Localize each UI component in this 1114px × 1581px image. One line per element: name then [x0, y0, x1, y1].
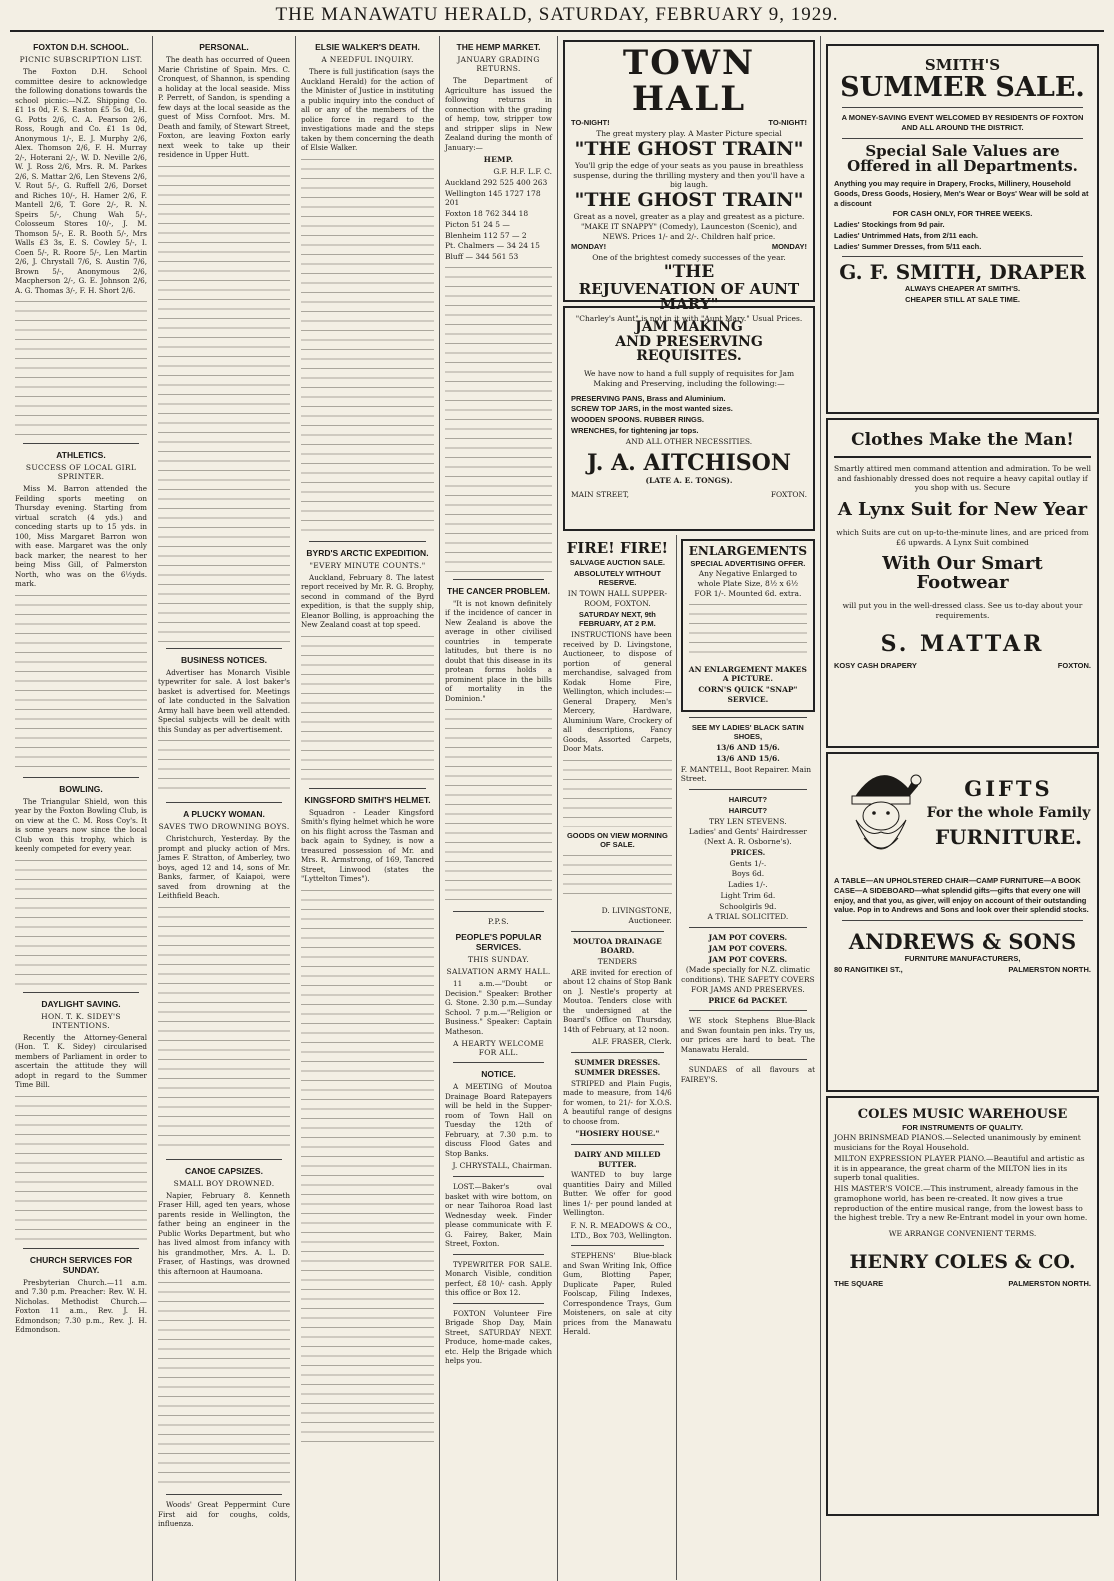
- ad-corn: CORN'S QUICK "SNAP" SERVICE.: [698, 685, 798, 704]
- divider: [453, 911, 544, 912]
- ad-title: Clothes Make the Man!: [834, 432, 1091, 458]
- ad-terms: WE ARRANGE CONVENIENT TERMS.: [888, 1229, 1037, 1239]
- ad-square: THE SQUARE: [834, 1278, 884, 1288]
- ad-film-title: "THE: [663, 261, 715, 282]
- article-text: Auckland, February 8. The latest report received by Mr. R. G. Brophy, second in command of the Byrd expedition, is that the supply ship, Eleanor Bolling, is approaching the New Zealand coast at top speed.: [301, 572, 434, 629]
- ad-text: Anything you may require in Drapery, Frocks, Millinery, Household Goods, Dress Goods, Hosiery, Men's Wear or Boys' Wear will be sold at a discount: [834, 179, 1089, 208]
- divider: [453, 579, 544, 580]
- ad-title: TOWN HALL: [622, 43, 756, 119]
- article-sub: PICNIC SUBSCRIPTION LIST.: [19, 55, 143, 64]
- haircut-text: Ladies' and Gents' Hairdresser (Next A. R. Osborne's).: [688, 827, 807, 847]
- satin-title: SEE MY LADIES' BLACK SATIN SHOES,: [691, 722, 804, 742]
- article-sub: SUCCESS OF LOCAL GIRL SPRINTER.: [25, 463, 137, 481]
- divider: [166, 1494, 282, 1495]
- jam-items: [571, 394, 807, 436]
- summer-name: "HOSIERY HOUSE.": [575, 1129, 660, 1138]
- list-item: Ladies' Stockings from 9d pair.: [834, 220, 945, 230]
- column-1: [10, 36, 153, 1581]
- andrews-advert: [826, 752, 1099, 1092]
- article-text: Napier, February 8. Kenneth Fraser Hill, aged ten years, whose parents reside in Wellington, the father being an engineer in the Public Works Department, but who has lived almost from infancy with his grandmother, Mrs. A. L. D. Fraser, of Hastings, was drowned this afternoon at Haumoana.: [158, 1190, 290, 1276]
- divider: [571, 1144, 664, 1145]
- divider: [689, 1010, 807, 1011]
- fire-title: FIRE! FIRE!: [566, 539, 669, 557]
- ad-merchant-name: HENRY COLES & CO.: [849, 1250, 1076, 1273]
- sundaes-advert: SUNDAES of all flavours at FAIREY'S.: [680, 1065, 815, 1084]
- article-text: Recently the Attorney-General (Hon. T. K. Sidey) circularised members of Parliament in order to ascertain the attitude they will adopt in regard to the Summer Time Bill.: [15, 1032, 147, 1089]
- table-columns: G.F. H.F. L.F. C.: [493, 167, 552, 176]
- article-head: BYRD'S ARCTIC EXPEDITION.: [306, 547, 429, 558]
- divider: [453, 1176, 544, 1177]
- ad-blurb: You'll grip the edge of your seats as you pause in breathless suspense, during the thrilling mystery and then you'll have a big laugh.: [573, 160, 805, 190]
- ad-tonight-left: TO-NIGHT!: [571, 118, 610, 128]
- article-text: Presbyterian Church.—11 a.m. and 7.30 p.m. Preacher: Rev. W. H. Nicholas. Methodist Church.—Foxton 11 a.m., Rev. J. H. Edmondson; 7.30 p.m., Rev. J. H. Edmondson.: [15, 1277, 147, 1334]
- ad-sub: FURNITURE MANUFACTURERS,: [904, 954, 1021, 964]
- table-row: Picton 51 24 5 —: [445, 219, 510, 229]
- article-text: "It is not known definitely if the incidence of cancer in New Zealand is above the average in other civilised countries in temperate latitudes, but there is no doubt that this disease in its protean forms holds a prominent place in the bills of mortality in the Dominion.": [445, 598, 552, 703]
- article-text-continued: [301, 633, 434, 783]
- smith-items: [834, 220, 1091, 251]
- masthead: THE MANAWATU HERALD, SATURDAY, FEBRUARY 9, 1929.: [10, 0, 1104, 32]
- article-text: Squadron - Leader Kingsford Smith's flying helmet which he wore on his flight across the Tasman and back again to Sydney, is now a treasured possession of Mr. and Mrs. R. Armstrong, of 169, Tancred Street, Linwood (states the "Lyttelton Times").: [301, 807, 434, 883]
- list-item: Ladies' Summer Dresses, from 5/11 each.: [834, 241, 982, 251]
- haircut-prices: [681, 859, 815, 912]
- article-text-continued: [15, 1093, 147, 1243]
- ad-film-title: REJUVENATION OF AUNT MARY": [578, 279, 800, 314]
- summer-text: STRIPED and Plain Fugis, made to measure, from 14/6 for women, to 21/- for X.O.S. A beautiful range of designs to choose from.: [563, 1078, 672, 1126]
- ad-monday-left: MONDAY!: [571, 242, 607, 252]
- santa-illustration: [834, 758, 926, 868]
- ad-cash: FOR CASH ONLY, FOR THREE WEEKS.: [892, 209, 1033, 219]
- article-text-continued: [445, 264, 552, 574]
- list-item: Ladies 1/-.: [728, 880, 768, 890]
- divider: [842, 920, 1083, 921]
- ad-intro: We have now to hand a full supply of requisites for Jam Making and Preserving, including the following:—: [583, 369, 795, 388]
- ad-town: FOXTON.: [770, 490, 807, 500]
- article-head: NOTICE.: [481, 1069, 516, 1080]
- classified-lost: LOST.—Baker's oval basket with wire bottom, on or near Taihoroa Road last Wednesday week. Finder please communicate with F. G. Fairey, Baker, Main Street, Foxton.: [445, 1182, 552, 1248]
- satin-price: 13/6 AND 15/6.: [715, 743, 780, 753]
- article-sub: THIS SUNDAY.: [467, 955, 530, 965]
- article-head: A PLUCKY WOMAN.: [183, 809, 265, 819]
- fire-where: IN TOWN HALL SUPPER-ROOM, FOXTON.: [567, 589, 667, 608]
- divider: [309, 788, 426, 789]
- divider: [309, 541, 426, 542]
- divider: [453, 1303, 544, 1304]
- butter-head: DAIRY AND MILLED BUTTER.: [574, 1149, 661, 1169]
- ad-furniture: FURNITURE.: [934, 824, 1083, 849]
- classified-typewriter: TYPEWRITER FOR SALE. Monarch Visible, condition perfect, £8 10/- cash. Apply this office or Box 12.: [445, 1259, 552, 1297]
- list-item: Gents 1/-.: [729, 858, 767, 868]
- article-text-continued: [158, 1279, 290, 1489]
- column-4: [440, 36, 558, 1581]
- ad-kosy: KOSY CASH DRAPERY: [834, 660, 917, 670]
- ad-intro: The great mystery play. A Master Picture special: [596, 129, 782, 139]
- divider: [571, 1052, 664, 1053]
- ad-monday-right: MONDAY!: [771, 242, 807, 252]
- table-row: Wellington 145 1727 178 201: [445, 188, 541, 208]
- ad-addr: 80 RANGITIKEI ST.,: [834, 964, 903, 974]
- ad-title: COLES MUSIC WAREHOUSE: [857, 1107, 1068, 1122]
- ad-text-continued: [689, 601, 807, 661]
- covers-text: (Made specially for N.Z. climatic conditions). THE SAFETY COVERS FOR JAMS AND PRESERVES.: [681, 965, 815, 994]
- mattar-advert: [826, 418, 1099, 748]
- hemp-table: [445, 178, 552, 262]
- divider: [842, 256, 1083, 257]
- list-item: Light Trim 6d.: [720, 890, 776, 900]
- fire-goods: GOODS ON VIEW MORNING OF SALE.: [566, 830, 668, 850]
- stephens-advert: STEPHENS' Blue-black and Swan Writing Ink, Office Gum, Blotting Paper, Duplicate Paper, Ruled Foolscap, Filing Indexes, Correspondence Trays, Gum Moisteners, on sale at city prices from the Manawatu Herald.: [563, 1251, 672, 1337]
- ad-text: A TABLE—AN UPHOLSTERED CHAIR—CAMP FURNITURE—A BOOK CASE—A SIDEBOARD—what splendid gifts—gifts that every one will enjoy, and that you, as giver, will enjoy on account of their outstanding value. Pop in to Andrews and Sons and look over their splendid stocks.: [834, 876, 1089, 915]
- article-text-continued: [445, 706, 552, 906]
- article-sub: JANUARY GRADING RETURNS.: [457, 55, 540, 73]
- fire-sub: SALVAGE AUCTION SALE.: [569, 557, 666, 567]
- ad-text: Smartly attired men command attention and admiration. To be well and fashionably dressed does not require a heavy capital outlay if you shop with us. Secure: [834, 463, 1091, 493]
- divider: [23, 992, 139, 993]
- divider: [689, 1059, 807, 1060]
- coles-items: [834, 1133, 1091, 1223]
- table-row: Bluff — 344 561 53: [445, 252, 519, 261]
- divider: [453, 1062, 544, 1063]
- fire-sub: ABSOLUTELY WITHOUT RESERVE.: [573, 568, 661, 588]
- article-sub: A HEARTY WELCOME FOR ALL.: [452, 1039, 545, 1058]
- list-item: HIS MASTER'S VOICE.—This instrument, already famous in the gramophone world, has been re-created. It now gives a true reproduction of the entire musical range, from the lowest bass to the highest treble. Try a new Re-Entrant model in your own home.: [834, 1184, 1088, 1223]
- ad-text: will put you in the well-dressed class. See us to-day about your requirements.: [842, 601, 1083, 621]
- ad-monday-text: One of the brightest comedy successes of the year.: [592, 253, 786, 262]
- swan-advert: WE stock Stephens Blue-Black and Swan fountain pen inks. Try us, our prices are hard to beat. The Manawatu Herald.: [680, 1016, 815, 1054]
- divider: [571, 1245, 664, 1246]
- divider: [23, 777, 139, 778]
- moutoa-text: ARE invited for erection of about 12 chains of Stop Bank on J. Nestle's property at Moutoa. Tenders close with the undersigned at the Board's Office on Thursday, 14th of February, at 12 noon.: [563, 967, 672, 1034]
- ad-footwear: With Our Smart Footwear: [882, 553, 1043, 594]
- ad-text: Any Negative Enlarged to whole Plate Size, 8½ x 6½ FOR 1/-. Mounted 6d. extra.: [694, 569, 802, 598]
- smith-sale-advert: [826, 44, 1099, 414]
- summer-head: SUMMER DRESSES. SUMMER DRESSES.: [574, 1058, 661, 1077]
- ad-always: ALWAYS CHEAPER AT SMITH'S.: [904, 284, 1021, 294]
- article-text: The Foxton D.H. School committee desire to acknowledge the following donations towards the school picnic:—N.Z. Shipping Co. £1 1s 0d, F. S. Easton £5 5s 0d, H. G. Potts 2/6, C. A. Pearson 2/6, Ross, Rough and Co. £1 1s 0d, Anonymous 1/-, E. J. Murphy 2/6, Alex. Thomson 2/6, F. H. Murray 2/-, Hoterani 2/-, W. D. Neville 2/6, W. J. Ross 2/6, Mrs. R. M. Parkes 2/6, S. Mattar 2/6, Len Stevens 2/6, V. Rout 5/-, G. Ruffell 2/6, Dorset and Riches 10/-, H. Hamer 2/6, F. Mantell 2/6, T. Gore 2/-, R. N. Speirs 5/-, Chung Wah 5/-, Colosseum Stores 10/-, J. M. Thomson 5/-, E. R. Booth 5/-, Mrs Walls £3 3s, E. S. Cowley 5/-, I. Coen 5/-, R. Roore 5/-, Len Martin 2/6, J. Chrystall 7/6, S. Austin 7/6, Brown 5/-, Anonymous 2/6, Macpherson 2/-, G. E. Johnson 2/6, A. G. Thomas 3/-, F. H. Short 2/6.: [15, 67, 147, 295]
- ad-still: CHEAPER STILL AT SALE TIME.: [905, 295, 1020, 305]
- list-item: SCREW TOP JARS, in the most wanted sizes.: [571, 404, 733, 414]
- article-text-continued: [301, 156, 434, 536]
- ad-sub: A MONEY-SAVING EVENT WELCOMED BY RESIDENTS OF FOXTON AND ALL AROUND THE DISTRICT.: [841, 113, 1084, 132]
- article-text: The Department of Agriculture has issued the following returns in connection with the grading of hemp, tow, stripper tow and stripper slips in New Zealand during the month of January:—: [445, 76, 552, 152]
- haircut-prices-head: PRICES.: [730, 847, 766, 857]
- fire-text: INSTRUCTIONS have been received by D. Livingstone, Auctioneer, to dispose of portion of general merchandise, salvaged from Kodak Home Fire, Wellington, which includes:—General Drapery, Men's Mercery, Hardware, Aluminium Ware, Crockery of all descriptions, Fancy Goods, Assorted Carpets, Door Mats.: [563, 630, 672, 753]
- article-text: Advertiser has Monarch Visible typewriter for sale. A lost baker's basket is advertised for. Meetings of late conducted in the Salvation Army hall have been well attended. Special subjects will be dealt with this Sunday as per advertisement.: [158, 667, 290, 734]
- haircut-title: HAIRCUT?: [728, 805, 768, 815]
- ad-special: Special Sale Values are Offered in all Departments.: [847, 141, 1078, 176]
- ad-film-title: "THE GHOST TRAIN": [574, 189, 804, 212]
- signature: J. CHRYSTALL, Chairman.: [452, 1161, 552, 1171]
- article-head: THE CANCER PROBLEM.: [447, 585, 550, 596]
- article-sub: HON. T. K. SIDEY'S INTENTIONS.: [41, 1011, 121, 1030]
- divider: [166, 802, 282, 803]
- column-2: [153, 36, 296, 1581]
- divider: [689, 717, 807, 718]
- article-head: ELSIE WALKER'S DEATH.: [315, 42, 420, 52]
- article-head: PEOPLE'S POPULAR SERVICES.: [455, 932, 542, 953]
- columns: [10, 36, 1104, 1581]
- jam-making-advert: [563, 306, 815, 531]
- coles-advert: [826, 1096, 1099, 1516]
- ad-title: JAM MAKING: [635, 319, 743, 335]
- list-item: JOHN BRINSMEAD PIANOS.—Selected unanimously by eminent musicians for the Royal Household.: [834, 1133, 1081, 1153]
- covers-price: PRICE 6d PACKET.: [708, 995, 788, 1005]
- article-text: 11 a.m.—"Doubt or Decision." Speaker: Brother G. Stone. 2.30 p.m.—Sunday School. 7 p.m.—"Religion or Business." Speaker: Captain Matheson.: [445, 979, 552, 1036]
- ad-name: SMITH'S: [924, 56, 1001, 74]
- article-text: Christchurch, Yesterday. By the prompt and plucky action of Mrs. James F. Stratton, of Amberley, two boys, aged 12 and 14, sons of Mr. Banks, farmer, of Kaiapoi, were saved from drowning at the Leithfield Beach.: [158, 834, 290, 900]
- ad-text: which Suits are cut on up-to-the-minute lines, and are priced from £6 upwards. A Lynx Suit combined: [836, 527, 1089, 547]
- ad-merchant-name: ANDREWS & SONS: [848, 929, 1077, 954]
- divider: [689, 927, 807, 928]
- divider: [571, 931, 664, 932]
- article-text-continued: [158, 163, 290, 643]
- moutoa-sign: ALF. FRASER, Clerk.: [592, 1037, 672, 1047]
- ad-sub: SPECIAL ADVERTISING OFFER.: [690, 558, 806, 568]
- fire-text-continued: [563, 757, 672, 827]
- divider: [23, 443, 139, 444]
- moutoa-head: MOUTOA DRAINAGE BOARD.: [572, 936, 662, 956]
- ad-title: ENLARGEMENTS: [688, 544, 807, 558]
- article-sub: A NEEDFUL INQUIRY.: [321, 55, 414, 64]
- ad-family: For the whole Family: [926, 805, 1091, 822]
- table-row: Auckland 292 525 400 263: [445, 177, 548, 187]
- fire-sign: D. LIVINGSTONE, Auctioneer.: [601, 906, 672, 925]
- article-text: Miss M. Barron attended the Feilding sports meeting on Thursday evening. Starting from virtual scratch (4 yds.) and conceding starts up to 15 yds. in 100, Miss Margaret Barron won with ease. Margaret was the only back marker, the nearest to her being Miss Gill, of Palmerston North, who was on the 6½yds. mark.: [15, 484, 147, 588]
- divider: [453, 1254, 544, 1255]
- ad-tonight-right: TO-NIGHT!: [768, 118, 807, 128]
- article-text: There is full justification (says the Auckland Herald) for the action of the Minister of Justice in instituting a public inquiry into the conduct of all or any of the members of the police force in regard to the investigations made and the steps taken by them concerning the death of Elsie Walker.: [301, 67, 434, 152]
- divider: [166, 1159, 282, 1160]
- column-3: [296, 36, 440, 1581]
- column-6: [821, 36, 1104, 1581]
- satin-price: 13/6 AND 15/6.: [715, 753, 780, 763]
- ad-title: AND PRESERVING REQUISITES.: [615, 333, 763, 365]
- article-sub: SALVATION ARMY HALL.: [446, 967, 551, 977]
- butter-sign: F. N. R. MEADOWS & CO., LTD., Box 703, Wellington.: [570, 1220, 672, 1240]
- table-head: HEMP.: [483, 155, 514, 164]
- article-text-continued: [158, 904, 290, 1154]
- article-head: THE HEMP MARKET.: [456, 42, 541, 52]
- article-head: PERSONAL.: [199, 42, 249, 52]
- list-item: Schoolgirls 9d.: [719, 901, 777, 911]
- ad-more: AND ALL OTHER NECESSITIES.: [625, 436, 753, 446]
- ad-blurb: Great as a novel, greater as a play and greatest as a picture. "MAKE IT SNAPPY" (Comedy), Launceston (Scenic), and NEWS. Prices 1/- and 2/-. Children half price.: [573, 212, 805, 241]
- covers-title: JAM POT COVERS.: [708, 943, 788, 953]
- article-text-continued: [158, 737, 290, 797]
- list-item: Boys 6d.: [731, 869, 765, 879]
- article-sub: SAVES TWO DROWNING BOYS.: [158, 822, 290, 831]
- article-head: CANOE CAPSIZES.: [185, 1165, 263, 1176]
- article-text: The death has occurred of Queen Marie Christine of Spain. Mrs. C. Cronquest, of Shannon, is spending a holiday at the local seaside. Miss P. Perrett, of Sandon, is spending a few days at the local seaside as the guest of Miss Cornfoot. Mrs. M. Death and family, of Stewart Street, Foxton, are leaving Foxton early next week to take up their residence in Upper Hutt.: [158, 55, 290, 159]
- divider: [842, 107, 1083, 108]
- ad-town: PALMERSTON NORTH.: [1008, 1278, 1091, 1288]
- article-text-continued: [15, 857, 147, 987]
- butter-text: WANTED to buy large quantities Dairy and Milled Butter. We offer for good lines 1/- per pound landed at Wellington.: [563, 1170, 672, 1218]
- article-head: ATHLETICS.: [56, 450, 106, 460]
- article-head: DAYLIGHT SAVING.: [41, 998, 121, 1009]
- advert-text: Woods' Great Peppermint Cure First aid for coughs, colds, influenza.: [158, 1500, 290, 1528]
- article-head: KINGSFORD SMITH'S HELMET.: [304, 794, 431, 805]
- divider: [166, 648, 282, 649]
- ad-sub: FOR INSTRUMENTS OF QUALITY.: [902, 1122, 1023, 1132]
- article-text: The Triangular Shield, won this year by the Foxton Bowling Club, is on view at the C. M. Ross Coy's. It is some years now since the local Club won this trophy, which is keenly competed for every year.: [15, 796, 147, 853]
- article-sub: SMALL BOY DROWNED.: [173, 1178, 275, 1188]
- table-row: Foxton 18 762 344 18: [445, 209, 529, 218]
- covers-title: JAM POT COVERS.: [708, 954, 788, 964]
- article-head: BOWLING.: [59, 783, 103, 794]
- ad-lynx: A Lynx Suit for New Year: [837, 499, 1088, 521]
- enlargements-advert: [681, 539, 815, 712]
- ad-town: FOXTON.: [1057, 660, 1091, 670]
- list-item: MILTON EXPRESSION PLAYER PIANO.—Beautiful and artistic as it is in appearance, the great charm of the MILTON lies in its superb tonal qualities.: [834, 1153, 1085, 1183]
- article-text-continued: [15, 298, 147, 438]
- ad-street: MAIN STREET,: [571, 490, 630, 500]
- divider: [842, 138, 1083, 139]
- fire-text-continued: [563, 852, 672, 902]
- article-head: CHURCH SERVICES FOR SUNDAY.: [29, 1254, 133, 1275]
- ad-film-title: "THE GHOST TRAIN": [574, 137, 804, 160]
- moutoa-sub: TENDERS: [597, 957, 638, 966]
- ad-merchant-name: J. A. AITCHISON: [587, 450, 791, 477]
- list-item: WOODEN SPOONS. RUBBER RINGS.: [571, 415, 704, 425]
- ad-draper: G. F. SMITH, DRAPER: [839, 260, 1086, 285]
- ad-gifts: GIFTS: [964, 776, 1053, 802]
- town-hall-advert: [563, 40, 815, 324]
- ad-tag: AN ENLARGEMENT MAKES A PICTURE.: [688, 664, 807, 684]
- ad-merchant-name: S. MATTAR: [880, 630, 1045, 657]
- list-item: WRENCHES, for tightening jar tops.: [571, 425, 699, 435]
- pps-marker: P.P.S.: [488, 917, 509, 927]
- article-head: FOXTON D.H. SCHOOL.: [33, 42, 129, 52]
- fire-when: SATURDAY NEXT, 9th FEBRUARY, AT 2 P.M.: [578, 609, 656, 629]
- satin-name: F. MANTELL, Boot Repairer. Main Street.: [680, 764, 812, 784]
- ad-title: SUMMER SALE.: [840, 71, 1085, 103]
- article-text-continued: [15, 592, 147, 772]
- article-sub: "EVERY MINUTE COUNTS.": [309, 560, 426, 570]
- covers-title: JAM POT COVERS.: [708, 933, 788, 943]
- haircut-title: HAIRCUT?: [728, 795, 768, 805]
- divider: [689, 789, 807, 790]
- ad-town: PALMERSTON NORTH.: [1008, 964, 1091, 974]
- classified-fire-brigade: FOXTON Volunteer Fire Brigade Shop Day, Main Street, SATURDAY NEXT. Produce, home-made cakes, etc. Help the Brigade which helps you.: [445, 1308, 552, 1365]
- haircut-name: TRY LEN STEVENS.: [709, 816, 787, 826]
- article-head: BUSINESS NOTICES.: [181, 654, 267, 665]
- article-text-continued: [301, 887, 434, 1447]
- ad-footer: "Charley's Aunt" is not in it with "Aunt Mary." Usual Prices.: [575, 314, 803, 324]
- ad-late: (LATE A. E. TONGS).: [645, 476, 733, 486]
- list-item: Ladies' Untrimmed Hats, from 2/11 each.: [834, 230, 978, 240]
- haircut-trial: A TRIAL SOLICITED.: [707, 912, 789, 922]
- divider: [23, 1248, 139, 1249]
- column-5: [558, 36, 821, 1581]
- table-row: Blenheim 112 57 — 2: [445, 230, 527, 240]
- table-row: Pt. Chalmers — 34 24 15: [445, 241, 540, 251]
- list-item: PRESERVING PANS, Brass and Aluminium.: [571, 393, 726, 403]
- article-text: A MEETING of Moutoa Drainage Board Ratepayers will be held in the Supper-room of Town Hall on Tuesday the 12th of February, at 7.30 p.m. to discuss Flood Gates and Stop Banks.: [445, 1082, 552, 1158]
